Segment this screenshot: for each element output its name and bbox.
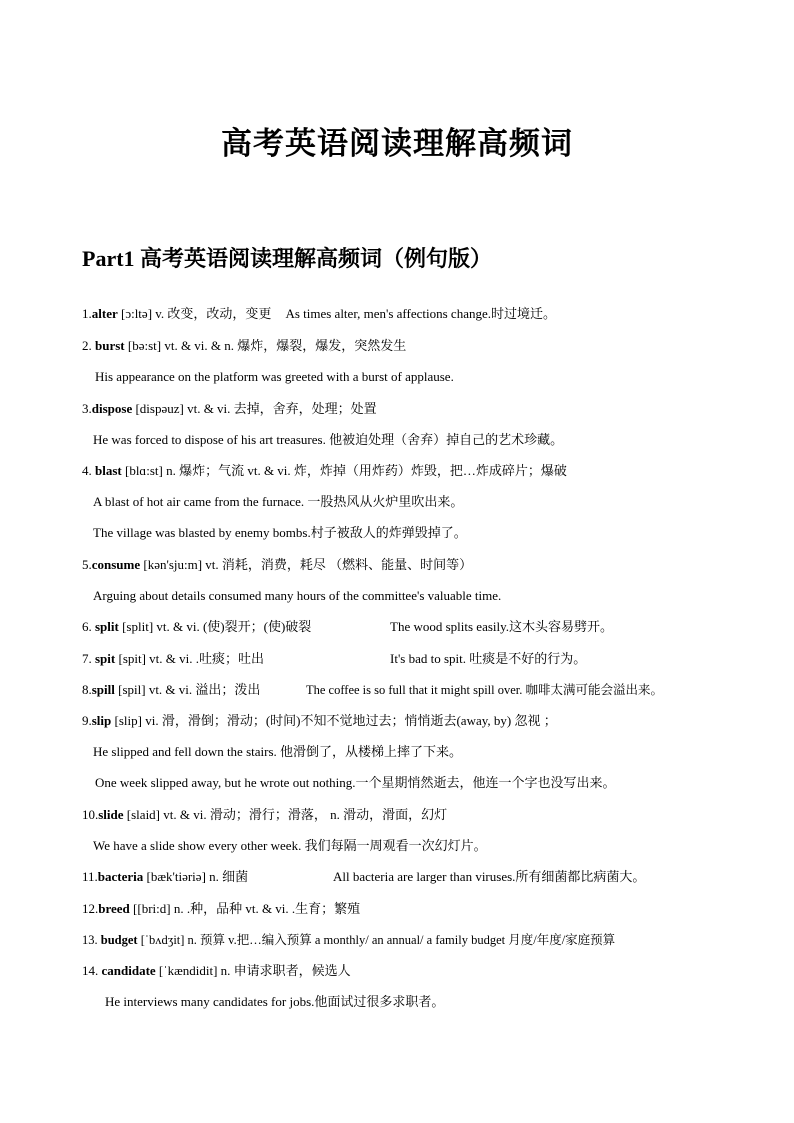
headword: split <box>95 619 119 634</box>
headword: blast <box>95 463 122 478</box>
list-item: 13. budget [ˈbʌdʒit] n. 预算 v.把…编入预算 a monthly/ an annual/ a family budget 月度/年度/家庭预算 <box>82 933 616 947</box>
list-item: 6. split [split] vt. & vi. (使)裂开；(使)破裂 <box>82 619 312 634</box>
example-sentence: All bacteria are larger than viruses.所有细菌都比病菌大。 <box>333 869 646 884</box>
list-item: 9.slip [slip] vi. 滑，滑倒；滑动；(时间)不知不觉地过去；悄悄逝去(away, by) 忽视 ； <box>82 713 557 728</box>
example-sentence: As times alter, men's affections change.时过境迁。 <box>285 306 556 321</box>
example-sentence: The village was blasted by enemy bombs.村子被敌人的炸弹毁掉了。 <box>93 525 467 540</box>
list-item: 3.dispose [dispəuz] vt. & vi. 去掉，舍弃，处理；处置 <box>82 401 377 416</box>
headword: spit <box>95 651 116 666</box>
headword: slip <box>91 713 112 728</box>
headword: slide <box>98 807 124 822</box>
headword: consume <box>91 557 141 572</box>
headword: bacteria <box>97 869 144 884</box>
example-sentence: His appearance on the platform was greeted with a burst of applause. <box>95 369 454 384</box>
part-heading: Part1 高考英语阅读理解高频词（例句版） <box>82 246 493 271</box>
list-item: 14. candidate [ˈkændidit] n. 申请求职者，候选人 <box>82 963 351 978</box>
headword: alter <box>91 306 118 321</box>
headword: candidate <box>101 963 156 978</box>
page-title: 高考英语阅读理解高频词 <box>221 126 573 161</box>
list-item: 11.bacteria [bæk'tiəriə] n. 细菌 <box>82 869 249 884</box>
headword: dispose <box>91 401 133 416</box>
example-sentence: A blast of hot air came from the furnace. 一股热风从火炉里吹出来。 <box>93 494 464 509</box>
list-item: 5.consume [kən'sju:m] vt. 消耗，消费，耗尽 （燃料、能量、时间等） <box>82 557 473 572</box>
example-sentence: The coffee is so full that it might spill over. 咖啡太满可能会溢出来。 <box>306 683 664 697</box>
headword: budget <box>100 933 138 947</box>
example-sentence: He was forced to dispose of his art treasures. 他被迫处理（舍弃）掉自己的艺术珍藏。 <box>93 432 564 447</box>
list-item: 7. spit [spit] vt. & vi. .吐痰；吐出 <box>82 651 265 666</box>
headword: breed <box>98 901 130 916</box>
list-item: 12.breed [[bri:d] n. .种，品种 vt. & vi. .生育；繁殖 <box>82 901 361 916</box>
list-item: 2. burst [bə:st] vt. & vi. & n. 爆炸，爆裂，爆发，突然发生 <box>82 338 407 353</box>
list-item: 1.alter [ɔ:ltə] v. 改变，改动，变更 As times alter, men's affections change.时过境迁。 <box>82 306 556 321</box>
headword: burst <box>95 338 125 353</box>
list-item: 10.slide [slaid] vt. & vi. 滑动；滑行；滑落， n. 滑动，滑面，幻灯 <box>82 807 448 822</box>
example-sentence: One week slipped away, but he wrote out nothing.一个星期悄然逝去，他连一个字也没写出来。 <box>95 775 616 790</box>
example-sentence: He interviews many candidates for jobs.他面试过很多求职者。 <box>105 994 445 1009</box>
example-sentence: We have a slide show every other week. 我们每隔一周观看一次幻灯片。 <box>93 838 487 853</box>
example-sentence: Arguing about details consumed many hours of the committee's valuable time. <box>93 588 502 603</box>
list-item: 4. blast [blɑ:st] n. 爆炸；气流 vt. & vi. 炸，炸掉（用炸药）炸毁，把…炸成碎片；爆破 <box>82 463 567 478</box>
headword: spill <box>91 682 115 697</box>
example-sentence: The wood splits easily.这木头容易劈开。 <box>390 619 614 634</box>
example-sentence: He slipped and fell down the stairs. 他滑倒了，从楼梯上摔了下来。 <box>93 744 463 759</box>
list-item: 8.spill [spil] vt. & vi. 溢出；泼出 <box>82 682 261 697</box>
example-sentence: It's bad to spit. 吐痰是不好的行为。 <box>390 651 587 666</box>
